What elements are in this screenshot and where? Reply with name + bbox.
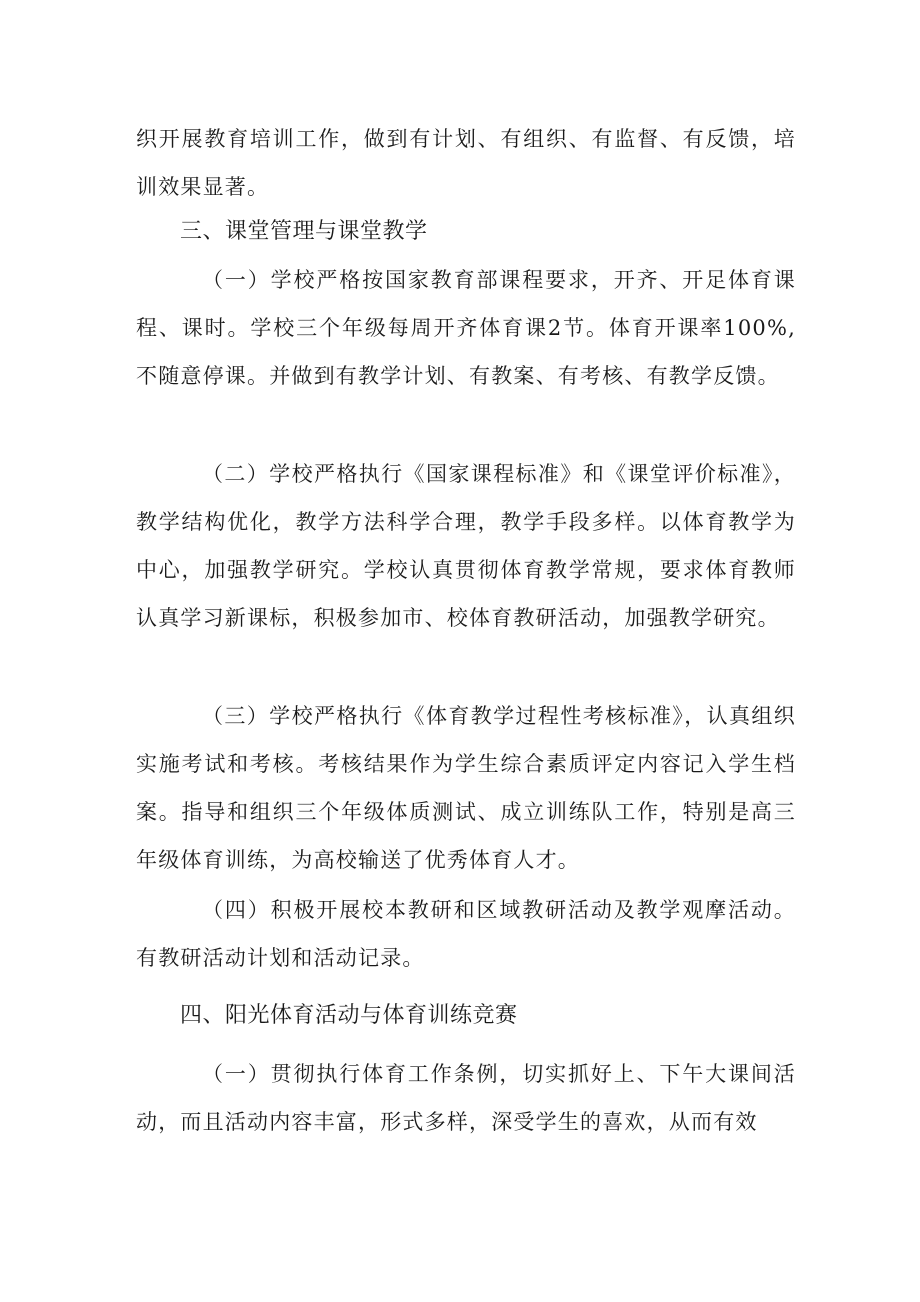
paragraph-continued: 织开展教育培训工作，做到有计划、有组织、有监督、有反馈，培训效果显著。 [136, 127, 796, 199]
paragraph-3-1: （一）学校严格按国家教育部课程要求，开齐、开足体育课程、课时。学校三个年级每周开齐体育课2节。体育开课率100%,不随意停课。并做到有教学计划、有教案、有考核、有教学反馈。 [136, 268, 796, 388]
paragraph-4-1: （一）贯彻执行体育工作条例，切实抓好上、下午大课间活动，而且活动内容丰富，形式多样，深受学生的喜欢，从而有效 [136, 1062, 796, 1134]
paragraph-3-2: （二）学校严格执行《国家课程标准》和《课堂评价标准》，教学结构优化，教学方法科学合理，教学手段多样。以体育教学为中心，加强教学研究。学校认真贯彻体育教学常规，要求体育教师认真学习新课标，积极参加市、校体育教研活动，加强教学研究。 [136, 462, 796, 630]
paragraph-3-3: （三）学校严格执行《体育教学过程性考核标准》，认真组织实施考试和考核。考核结果作为学生综合素质评定内容记入学生档案。指导和组织三个年级体质测试、成立训练队工作，特别是高三年级体育训练，为高校输送了优秀体育人才。 [136, 704, 796, 872]
section-heading-3: 三、课堂管理与课堂教学 [180, 219, 428, 244]
section-heading-4: 四、阳光体育活动与体育训练竞赛 [180, 1003, 518, 1028]
paragraph-3-4: （四）积极开展校本教研和区域教研活动及教学观摩活动。有教研活动计划和活动记录。 [136, 898, 796, 970]
